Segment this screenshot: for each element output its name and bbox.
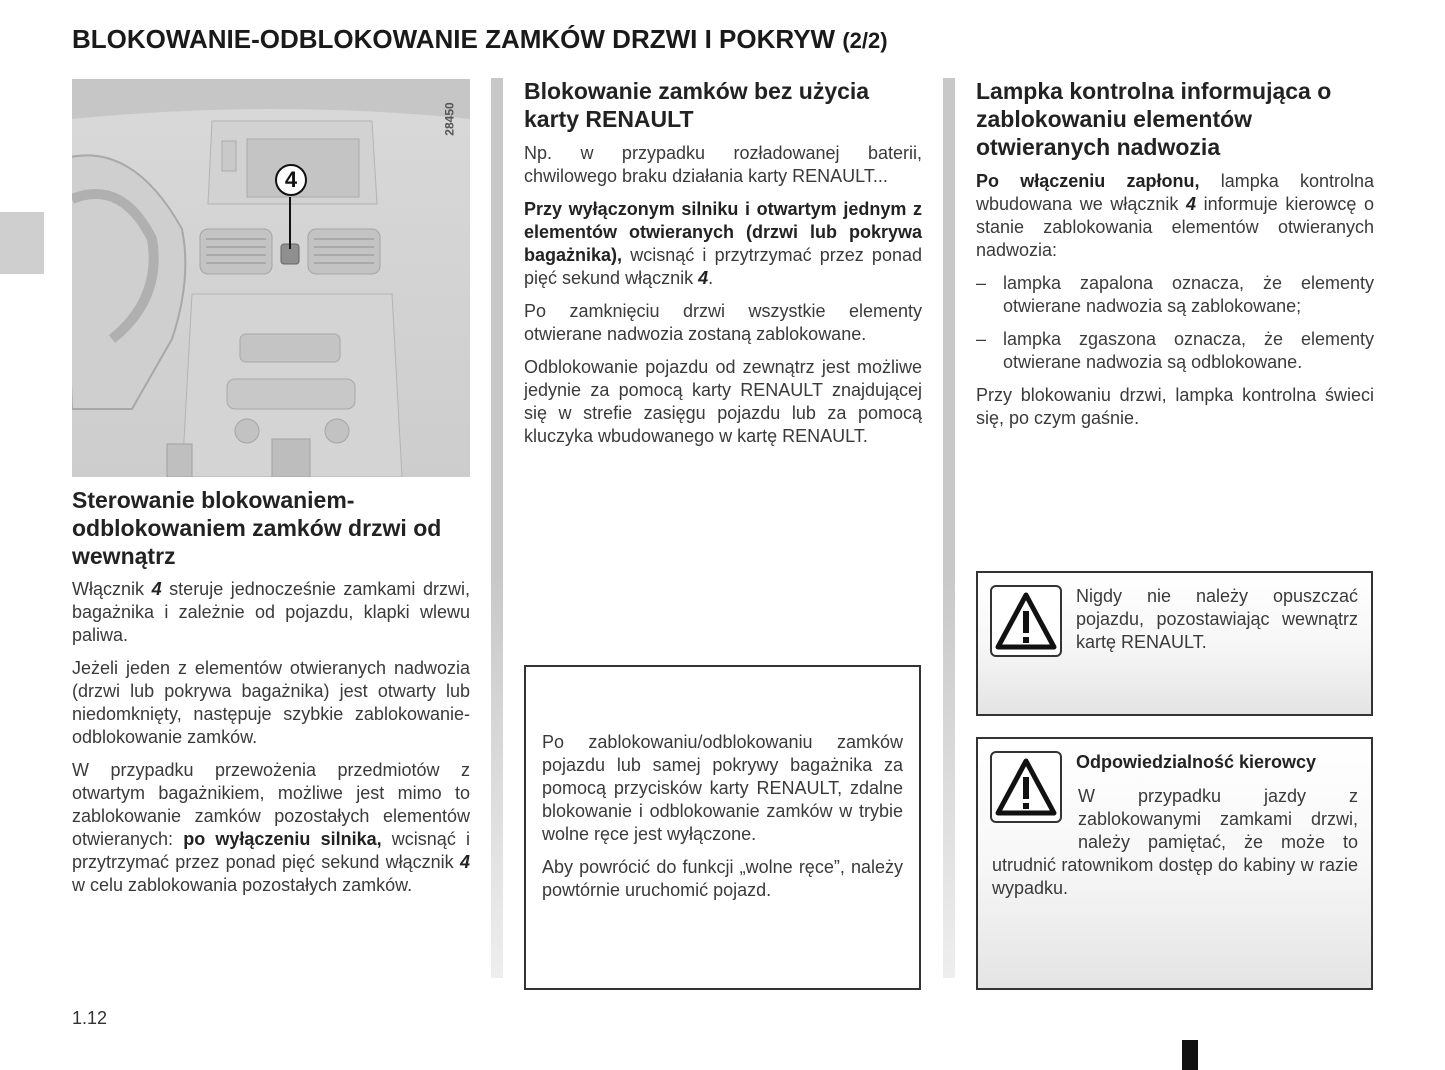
info-box-paragraph-1: Po zablokowaniu/odblokowaniu zamków pojazdu lub samej pokrywy bagażnika za pomocą przycisków karty RENAULT, zdalne blokowanie i odblokowanie zamków w trybie wolne ręce jest wyłączone.: [542, 732, 903, 844]
chapter-tab: [0, 212, 44, 274]
col1-paragraph-3: W przypadku przewożenia przedmiotów z otwartym bagażnikiem, możliwe jest mimo to zablokowanie zamków pozostałych elementów otwieranych: po wyłączeniu silnika, wcisnąć i przytrzymać przez ponad pięć sekund włącznik 4 w celu zablokowania pozostałych zamków.: [72, 760, 470, 895]
info-box-paragraph-2: Aby powrócić do funkcji „wolne ręce”, należy powtórnie uruchomić pojazd.: [542, 857, 903, 900]
page-title: [72, 24, 888, 55]
warning-box-card-inside: [976, 571, 1373, 716]
callout-4: 4: [275, 164, 307, 196]
warning-2-title: Odpowiedzialność kierowcy: [1076, 752, 1317, 772]
column-3: [976, 77, 1374, 440]
warning-1-text: Nigdy nie należy opuszczać pojazdu, pozostawiając wewnątrz kartę RENAULT.: [1076, 586, 1358, 652]
warning-2-text: W przypadku jazdy z zablokowanymi zamkami drzwi, należy pamiętać, że może to utrudnić ratownikom dostęp do kabiny w razie wypadku.: [992, 786, 1358, 898]
section-heading-lock-without-card: Blokowanie zamków bez użycia karty RENAULT: [524, 78, 870, 132]
col2-paragraph-2: Przy wyłączonym silniku i otwartym jednym z elementów otwieranych (drzwi lub pokrywa bagażnika), wcisnąć i przytrzymać przez ponad pięć sekund włącznik 4.: [524, 199, 922, 288]
section-heading-warning-lamp: Lampka kontrolna informująca o zablokowaniu elementów otwieranych nadwozia: [976, 78, 1332, 160]
col3-paragraph-2: Przy blokowaniu drzwi, lampka kontrolna świeci się, po czym gaśnie.: [976, 385, 1374, 428]
lamp-state-list: [976, 272, 1374, 374]
figure-ref-code-wrap: [438, 89, 462, 149]
column-separator-1: [491, 78, 503, 978]
page-number: 1.12: [72, 1008, 108, 1028]
page-title-suffix: (2/2): [842, 28, 888, 53]
warning-2-body: [992, 785, 1358, 900]
page-edge-marker: [1182, 1040, 1198, 1070]
col2-paragraph-1: Np. w przypadku rozładowanej baterii, chwilowego braku działania karty RENAULT...: [524, 143, 922, 186]
page-title-text: BLOKOWANIE-ODBLOKOWANIE ZAMKÓW DRZWI I POKRYW: [72, 24, 836, 54]
column-separator-2: [943, 78, 955, 978]
col2-paragraph-3: Po zamknięciu drzwi wszystkie elementy otwierane nadwozia zostaną zablokowane.: [524, 301, 922, 344]
warning-box-driver-responsibility: [976, 737, 1373, 990]
col1-paragraph-2: Jeżeli jeden z elementów otwieranych nadwozia (drzwi lub pokrywa bagażnika) jest otwarty lub niedomknięty, następuje szybkie zablokowanie-odblokowanie zamków.: [72, 658, 470, 747]
figure-ref-code: 28450: [443, 102, 457, 136]
col1-paragraph-1: Włącznik 4 steruje jednocześnie zamkami drzwi, bagażnika i zależnie od pojazdu, klapki wlewu paliwa.: [72, 579, 471, 645]
list-item: – lampka zapalona oznacza, że elementy otwierane nadwozia są zablokowane;: [976, 272, 1374, 318]
col2-paragraph-4: Odblokowanie pojazdu od zewnątrz jest możliwe jedynie za pomocą karty RENAULT znajdującej się w strefie zasięgu pojazdu lub za pomocą kluczyka wbudowanego w kartę RENAULT.: [524, 357, 922, 446]
section-heading-interior-locking: Sterowanie blokowaniem-odblokowaniem zamków drzwi od wewnątrz: [72, 487, 442, 569]
list-item: – lampka zgaszona oznacza, że elementy otwierane nadwozia są odblokowane.: [976, 328, 1374, 374]
info-box-hands-free: [524, 665, 921, 990]
column-2: [524, 77, 922, 458]
dashboard-illustration: [72, 79, 470, 477]
column-1: [72, 486, 470, 907]
warning-triangle-icon: [990, 585, 1062, 657]
dashboard-figure: [72, 79, 470, 477]
col3-paragraph-1: Po włączeniu zapłonu, lampka kontrolna wbudowana we włącznik 4 informuje kierowcę o stanie zablokowania elementów otwieranych nadwozia:: [976, 171, 1374, 260]
